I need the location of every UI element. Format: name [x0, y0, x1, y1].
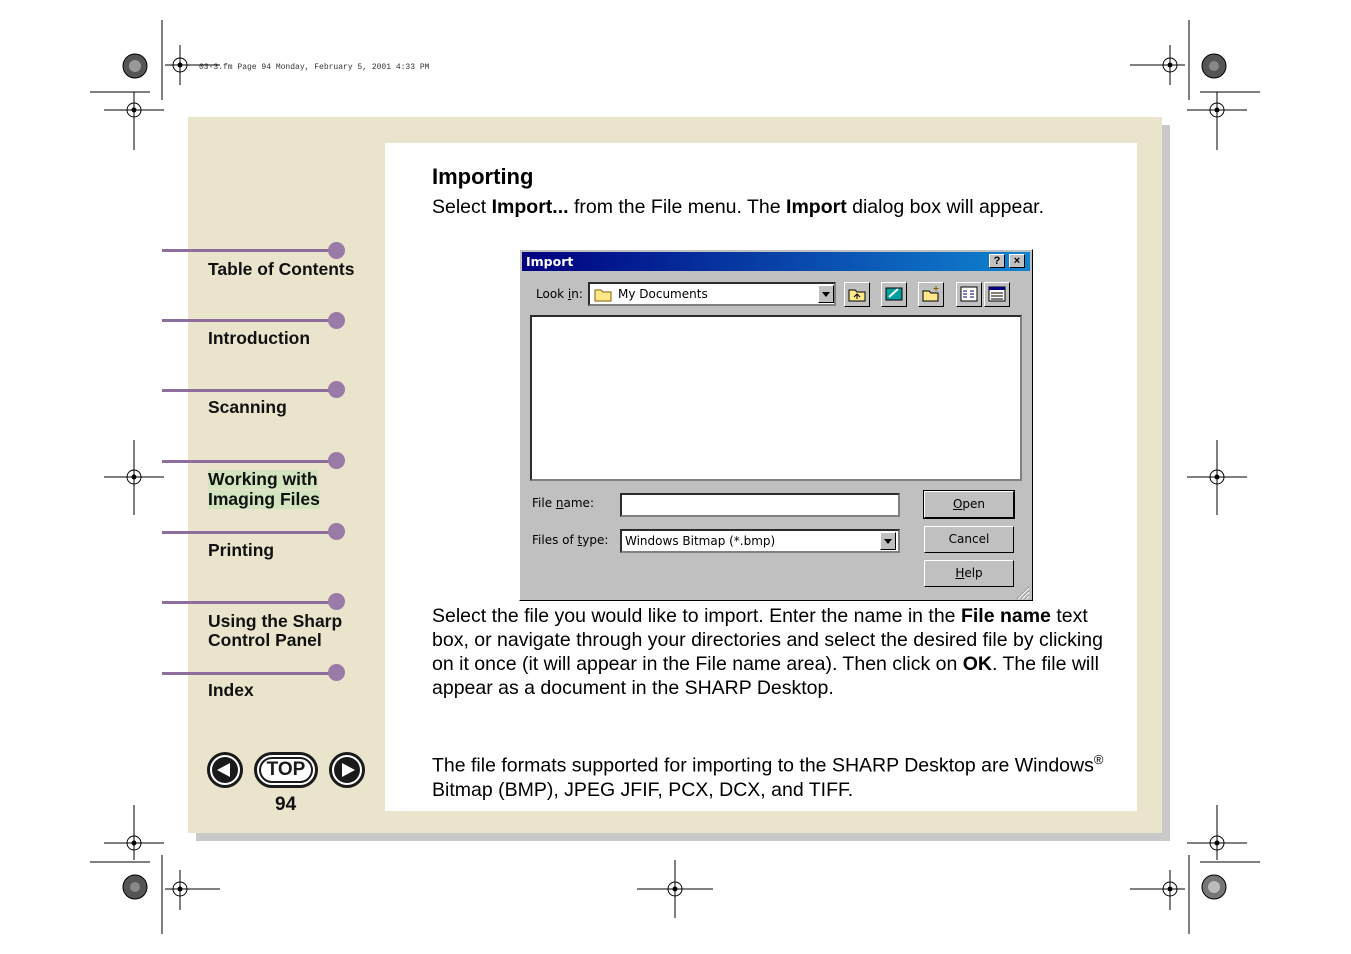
- cancel-button[interactable]: Cancel: [924, 526, 1014, 553]
- look-in-combo[interactable]: [588, 282, 836, 306]
- files-of-type-value: Windows Bitmap (*.bmp): [625, 534, 776, 548]
- arrow-left-icon: [212, 757, 238, 783]
- label-part: ype:: [582, 533, 609, 547]
- button-mnemonic: H: [955, 566, 965, 580]
- nav-dot: [328, 523, 345, 540]
- label-mnemonic: n: [555, 496, 564, 510]
- nav-label-line1: Using the Sharp: [208, 611, 343, 631]
- formats-paragraph: [432, 748, 1112, 802]
- nav-label-line2: Imaging Files: [208, 489, 320, 509]
- help-button[interactable]: [924, 560, 1014, 587]
- text-run: from the File menu. The: [568, 196, 787, 218]
- open-button[interactable]: [924, 491, 1014, 518]
- help-question-button[interactable]: ?: [989, 254, 1005, 268]
- chevron-down-icon[interactable]: [880, 532, 896, 550]
- text-run: Select the file you would like to import. Enter the name in the: [432, 605, 961, 627]
- file-name-label: [532, 496, 594, 510]
- nav-scanning[interactable]: Scanning: [208, 397, 287, 417]
- button-mnemonic: O: [952, 497, 963, 511]
- nav-dot: [328, 312, 345, 329]
- nav-using-the-sharp-control-panel[interactable]: [208, 612, 342, 650]
- file-name-input[interactable]: [620, 493, 900, 517]
- label-mnemonic: i: [567, 287, 572, 301]
- files-of-type-label: [532, 533, 608, 547]
- look-in-value: My Documents: [618, 287, 708, 301]
- resize-grip-icon[interactable]: [1016, 586, 1030, 600]
- text-run: The file formats supported for importing to the SHARP Desktop are Windows: [432, 754, 1094, 777]
- nav-line: [162, 531, 332, 534]
- text-run: text box, or navigate through your directories and select the desired file by clicking on it once (it will appear in the File name area). Then click on: [432, 605, 1103, 675]
- previous-page-button[interactable]: [207, 752, 243, 788]
- registered-mark: ®: [1093, 752, 1104, 767]
- nav-line: [162, 672, 332, 675]
- top-button-label: TOP: [259, 757, 313, 783]
- top-button[interactable]: [254, 752, 318, 788]
- nav-line: [162, 389, 332, 392]
- bold-run: File name: [960, 605, 1051, 627]
- nav-line: [162, 319, 332, 322]
- details-view-button[interactable]: [984, 282, 1010, 307]
- close-button[interactable]: ×: [1009, 254, 1025, 268]
- up-folder-button[interactable]: [844, 282, 870, 307]
- dialog-title-bar[interactable]: [522, 252, 1030, 271]
- dialog-title: Import: [526, 254, 574, 269]
- instructions-paragraph: [432, 604, 1112, 700]
- label-part: File: [532, 496, 556, 510]
- text-run: . The file will appear as a document in the SHARP Desktop.: [432, 653, 1099, 699]
- new-folder-icon: [921, 285, 941, 303]
- file-list[interactable]: [530, 315, 1022, 481]
- look-in-label: [536, 287, 583, 301]
- up-folder-icon: [847, 285, 867, 303]
- print-header: 03-3.fm Page 94 Monday, February 5, 2001 4:33 PM: [199, 63, 430, 72]
- text-run: Select: [432, 196, 492, 218]
- nav-introduction[interactable]: Introduction: [208, 328, 311, 348]
- import-dialog: [519, 249, 1033, 601]
- label-part: ame:: [563, 496, 594, 510]
- nav-line: [162, 601, 332, 604]
- next-page-button[interactable]: [329, 752, 365, 788]
- nav-working-with-imaging-files[interactable]: [208, 470, 320, 510]
- new-folder-button[interactable]: [918, 282, 944, 307]
- text-run: dialog box will appear.: [846, 196, 1044, 218]
- list-view-button[interactable]: [956, 282, 982, 307]
- nav-dot: [328, 381, 345, 398]
- page-number: 94: [275, 794, 297, 815]
- label-part: Look: [536, 287, 568, 301]
- chevron-down-icon[interactable]: [818, 285, 834, 303]
- nav-dot: [328, 664, 345, 681]
- section-heading: Importing: [432, 164, 534, 189]
- list-view-icon: [960, 286, 978, 302]
- files-of-type-select[interactable]: [620, 529, 900, 553]
- nav-line: [162, 460, 332, 463]
- bold-run: Import...: [491, 196, 569, 218]
- bold-run: OK: [962, 653, 992, 675]
- button-label: elp: [964, 566, 983, 580]
- label-part: Files of: [532, 533, 578, 547]
- nav-line: [162, 249, 332, 252]
- folder-icon: [594, 286, 612, 302]
- text-run: Bitmap (BMP), JPEG JFIF, PCX, DCX, and TIFF.: [432, 778, 854, 801]
- nav-dot: [328, 242, 345, 259]
- bold-run: Import: [786, 196, 847, 218]
- label-part: n:: [571, 287, 583, 301]
- desktop-button[interactable]: [881, 282, 907, 307]
- nav-label-line1: Working with: [208, 469, 318, 489]
- nav-label-line2: Control Panel: [208, 630, 322, 650]
- arrow-right-icon: [334, 757, 360, 783]
- nav-table-of-contents[interactable]: Table of Contents: [208, 259, 355, 279]
- button-label: pen: [962, 497, 986, 511]
- nav-dot: [328, 593, 345, 610]
- nav-index[interactable]: Index: [208, 680, 254, 700]
- nav-dot: [328, 452, 345, 469]
- label-mnemonic: t: [577, 533, 583, 547]
- desktop-icon: [884, 285, 904, 303]
- nav-printing[interactable]: Printing: [208, 540, 275, 560]
- intro-paragraph: [432, 195, 1112, 219]
- details-view-icon: [988, 286, 1006, 302]
